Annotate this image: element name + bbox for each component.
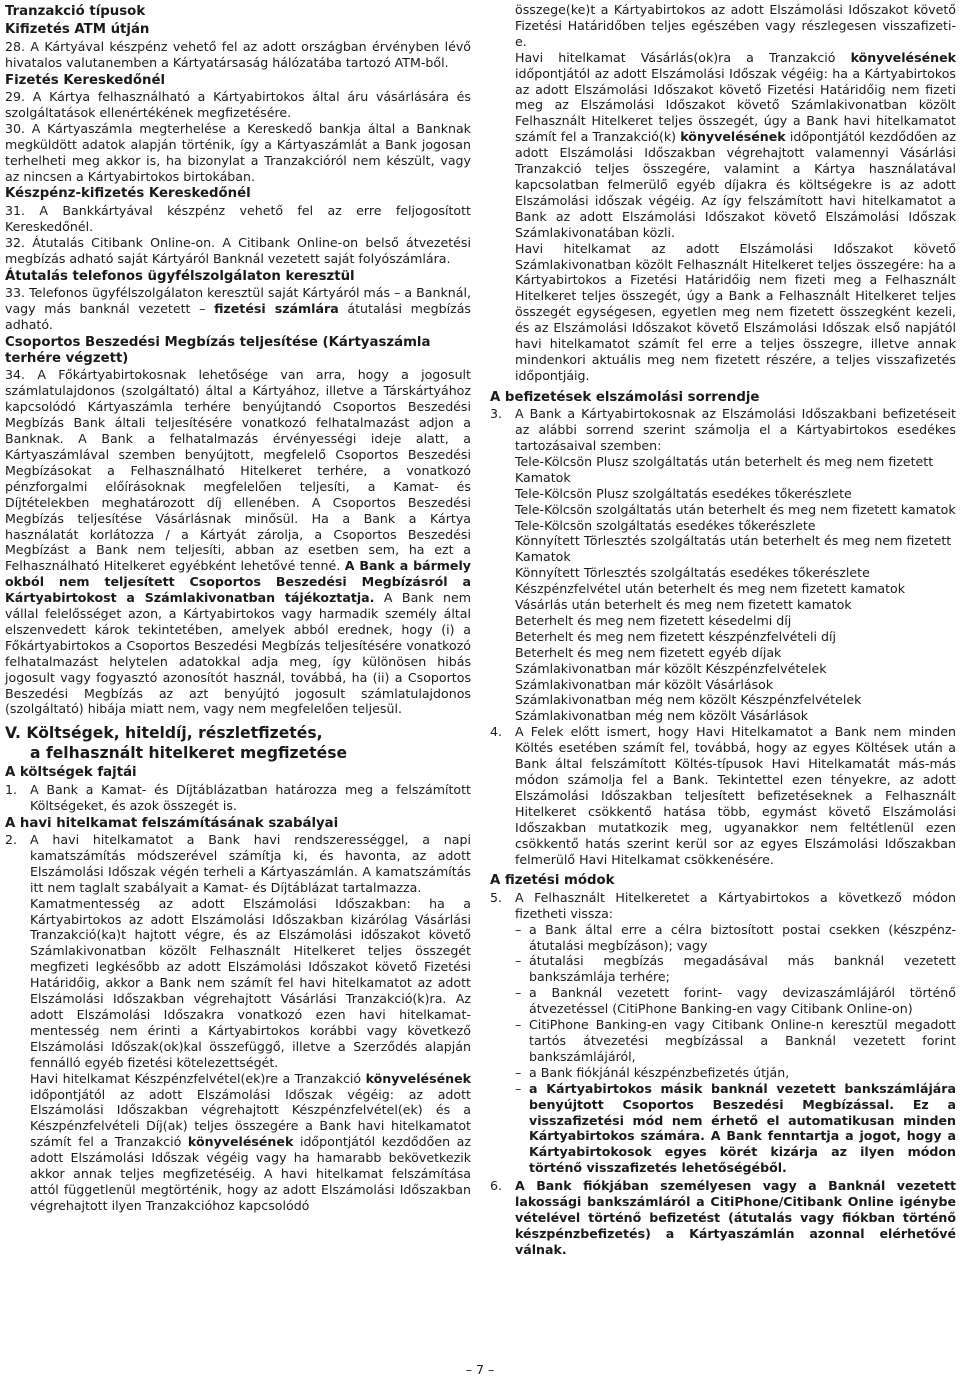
dash-marker: – — [515, 1017, 522, 1033]
para-text: időpontjától kezdődően az adott Elszámolási Időszak végéig vagy ha hamarabb bekövetkezik akkor annak teljes megfizetéséig. A havi hitelkamat felszámítása attól függetlenül megtörténik, hogy az adott Elszámolási Időszakban végrehajtott ilyen Tranzakcióhoz kapcsolódó — [30, 1134, 471, 1213]
subsection-heading: Csoportos Beszedési Megbízás teljesítése (Kártyaszámla terhére végzett) — [5, 334, 431, 367]
para-text: A Felek előtt ismert, hogy Havi Hitelkamatot a Bank nem minden Költés esetében számít fel, továbbá, hogy az egyes Költések után a Bank által felszámított Költés-típusok Havi Hitelkamatát más-más módon számolja fel a Bank. Tekintettel ezen tényekre, az adott Elszámolási Időszakban teljesített befizetéseknek a Felhasznált Hitelkeret csökkentő hatása több, egymást követő Elszámolási Időszakban mutatkozik meg, ugyanakkor nem feltétlenül ezen csökkentő hatás szerint kerül sor az egyes Elszámolási Időszakban felmerülő Havi Hitelkamat csökkenésére. — [515, 724, 956, 867]
para-number: 28. — [5, 38, 26, 54]
subsection-heading: A költségek fajtái — [5, 765, 137, 781]
para-bold: könyvelésének — [680, 129, 786, 145]
paragraph-28 — [5, 39, 471, 71]
paragraph-29 — [5, 89, 471, 121]
para-number: 4. — [490, 724, 503, 740]
para-number: 2. — [5, 832, 18, 847]
list-item: Tele-Kölcsön Plusz szolgáltatás esedékes tőkerészlete — [515, 485, 852, 501]
list-item-text: a Bank által erre a célra biztosított postai csekken (készpénz-átutalási megbízáson); vagy — [529, 921, 956, 953]
section-heading: Tranzakció típusok — [5, 4, 146, 19]
list-item: Számlakivonatban még nem közölt Vásárlások — [515, 708, 808, 724]
para-text: Havi hitelkamat Vásárlás(ok)ra a Tranzakció — [515, 49, 851, 65]
para-text: A Főkártyabirtokosnak lehetősége van arra, hogy a jogosult számlatulajdonos (szolgáltató) által a Kártyához, illetve a Társkártyához kapcsolódó Kártyaszámla terhére benyújtandó Csoportos Beszedési Megbízás Bank általi teljesítésére vonatkozó felhatalmazást adjon a Banknak. A Bank a felhatalmazás érvényességi ideje alatt, a Kártyaszámlával szemben benyújtott, megfelelő Csoportos Beszedési Megbízásokat a Felhasználható Hitelkeret terhére, a vonatkozó pénzforgalmi előírásoknak megfelelően teljesíti, a Kamat- és Díjtételekben meghatározott díj ellenében. A Csoportos Beszedési Megbízás teljesítése Vásárlásnak minősül. Ha a Bank a Kártya használatát korlátozza / a Kártyát zárolja, a Csoportos Beszedési Megbízást a Bank nem teljesíti, abban az esetben sem, ha ezt a Felhasználható Hitelkeret egyébként lehetővé tenné. — [5, 367, 471, 574]
subsection-heading: A havi hitelkamat felszámításának szabályai — [5, 815, 339, 831]
para-number: 33. — [5, 284, 26, 300]
list-item: Tele-Kölcsön Plusz szolgáltatás után beterhelt és meg nem fizetett Kamatok — [515, 453, 934, 485]
list-item: Beterhelt és meg nem fizetett készpénzfelvételi díj — [515, 628, 837, 644]
list-item — [490, 922, 956, 954]
left-column — [5, 2, 471, 1214]
para-text: időpontjától az adott Elszámolási Időszak végéig: ha a Kártyabirtokos az adott Elszámolási Időszakot követő Fizetési Határidőig nem fizeti meg az Elszámolási Időszakot követő Számlakivonatban közölt Felhasznált Hitelkeret teljes összegét, úgy a Bank havi hitelkamatot számít fel a Tranzakció(k) — [515, 65, 956, 145]
subsection-heading: A befizetések elszámolási sorrendje — [490, 389, 760, 405]
para-text: Átutalás Citibank Online-on. A Citibank Online-on belső átvezetési megbízás adható saját Kártyáról Banknál vezetett saját folyószámlára. — [5, 234, 471, 266]
dash-marker: – — [515, 1064, 522, 1080]
para-text: A havi hitelkamatot a Bank havi rendszerességgel, a napi kamatszámítás módszerével számítja ki, és havonta, az adott Elszámolási Időszak végén terheli a Kártyaszámlán. A kamatszámítás itt nem taglalt szabályait a Kamat- és Díjtáblázat tartalmazza. — [30, 832, 471, 895]
paragraph-5 — [490, 890, 956, 922]
para-text: Telefonos ügyfélszolgálaton keresztül saját Kártyáról más – a Banknál, vagy más banknál vezetett – — [5, 284, 471, 316]
paragraph-continued: összege(ke)t a Kártyabirtokos az adott Elszámolási Időszakot követő Fizetési Határidőben teljes egészében vagy részlegesen visszafizeti-e. — [515, 2, 956, 49]
list-item-text: a Banknál vezetett forint- vagy devizaszámlájáról történő átvezetéssel (CitiPhone Banking-en vagy Citibank Online-on) — [529, 985, 956, 1017]
subsection-heading: Kifizetés ATM útján — [5, 22, 150, 38]
dash-marker: – — [515, 985, 522, 1001]
list-item: Tele-Kölcsön szolgáltatás után beterhelt és meg nem fizetett kamatok — [515, 501, 956, 517]
page-number: – 7 – — [465, 1362, 495, 1377]
list-item: Számlakivonatban már közölt Készpénzfelvételek — [515, 660, 827, 676]
paragraph-30 — [5, 121, 471, 185]
para-text: A Bank a Kamat- és Díjtáblázatban határozza meg a felszámított Költségeket, és azok összegét is. — [30, 781, 471, 813]
paragraph-purchase-interest — [490, 50, 956, 241]
para-text: A Felhasznált Hitelkeretet a Kártyabirtokos a következő módon fizetheti vissza: — [515, 889, 956, 921]
paragraph-2b: Kamatmentesség az adott Elszámolási Időszakban: ha a Kártyabirtokos az adott Elszámolási Időszakban kizárólag Vásárlási Tranzakció(ka)t hajtott végre, és az Elszámolási időszakot követő Számlakivonatban közölt Felhasznált Hitelkeret teljes összegét megfizeti legkésőbb az adott Elszámolási Időszakot követő Fizetési Határidőig, akkor a Bank nem számít fel havi hitelkamatot az adott Elszámolási Időszakban végrehajtott Vásárlási Tranzakció(k)ra. Az adott Elszámolási Időszakra vonatkozó ezen havi hitelkamat-mentesség nem érinti a Kártyabirtokos korábbi vagy következő Elszámolási Időszak(ok)kal összefüggő, illetve a Szerződés alapján fennálló egyéb fizetési kötelezettségét. — [30, 895, 471, 1070]
paragraph-4 — [490, 724, 956, 867]
para-number: 6. — [490, 1178, 503, 1194]
para-number: 30. — [5, 120, 26, 136]
list-item — [490, 1017, 956, 1065]
list-item-text: a Bank fiókjánál készpénzbefizetés útján, — [529, 1064, 790, 1080]
para-text: A Kártyával készpénz vehető fel az adott országban érvényben lévő hivatalos valutanemben a Kártyatársaság hálózatába tartozó ATM-ből. — [5, 38, 471, 70]
para-text: átutalási megbízás adható. — [5, 300, 471, 332]
dash-marker: – — [515, 953, 522, 969]
paragraph-total-interest: Havi hitelkamat az adott Elszámolási Időszakot követő Számlakivonatban közölt Felhasznált Hitelkeret teljes összegére: ha a Kártyabirtokos a Fizetési Határidőig nem fizeti meg a Felhasznált Hitelkeret teljes összegét, úgy a Bank a Felhasznált Hitelkeret teljes összegét egységesen, egyetlen meg nem fizetett összegként kezeli, és az Elszámolási Időszakot követő Elszámolási Időszak első napjától havi hitelkamatot számít fel erre a teljes összegre, illetve annak mindenkori aktuális meg nem fizetett részére, a teljes visszafizetés időpontjáig. — [515, 240, 956, 383]
list-item: Könnyített Törlesztés szolgáltatás után beterhelt és meg nem fizetett Kamatok — [515, 533, 952, 565]
para-text: A Bank fiókjában személyesen vagy a Banknál vezetett lakossági bankszámláról a CitiPhone/Citibank Online igénybe vételével történő befizetést (átutalás vagy fiókban történő készpénzbefizetés) a Kártyaszámlán azonnal elérhetővé válnak. — [515, 1178, 956, 1257]
para-text: időpontjától kezdődően az adott Elszámolási Időszakban végrehajtott valamennyi Vásárlási Tranzakció teljes összegére, valamint a Kártya használatával kapcsolatban felmerülő egyéb díjakra és költségekre is az adott Elszámolási időszak végéig. Az így felszámított havi hitelkamatot a Bank az adott Elszámolási Időszakot követő Elszámolási Időszak Számlakivonatában közli. — [515, 129, 957, 240]
para-number: 29. — [5, 89, 26, 105]
list-item-text: CitiPhone Banking-en vagy Citibank Online-n keresztül megadott tartós átvezetési megbízással a Banknál vezetett forint bankszámlájáról, — [529, 1017, 956, 1064]
paragraph-32 — [5, 235, 471, 267]
para-bold: A Bank a bármely okból nem teljesített Csoportos Beszedési Megbízásról a Kártyabirtokost a Számlakivonatban tájékoztatja. — [5, 558, 471, 606]
list-item — [490, 985, 956, 1017]
list-item: Számlakivonatban még nem közölt Készpénzfelvételek — [515, 692, 862, 708]
list-item: Számlakivonatban már közölt Vásárlások — [515, 676, 774, 692]
chapter-heading-line: a felhasznált hitelkeret megfizetése — [30, 744, 348, 763]
settlement-order-list — [490, 454, 956, 724]
para-number: 5. — [490, 889, 503, 905]
para-number: 34. — [5, 367, 26, 383]
subsection-heading: A fizetési módok — [490, 873, 615, 889]
para-bold: könyvelésének — [365, 1070, 471, 1086]
chapter-heading — [5, 723, 471, 763]
dash-marker: – — [515, 1080, 522, 1096]
list-item-text: a Kártyabirtokos másik banknál vezetett bankszámlájára benyújtott Csoportos Beszedési Megbízással. Ez a visszafizetési mód nem érhető el automatikusan minden Kártyabirtokos számára. A Bank fenntartja a jogot, hogy a Kártyabirtokosok egyes körét kizárja az ilyen módon történő visszafizetés lehetőségéből. — [529, 1080, 956, 1176]
paragraph-2c — [5, 1071, 471, 1214]
para-bold: könyvelésének — [850, 49, 956, 65]
list-item: Készpénzfelvétel után beterhelt és meg nem fizetett kamatok — [515, 581, 906, 597]
para-number: 3. — [490, 406, 503, 422]
paragraph-31 — [5, 203, 471, 235]
para-text: Havi hitelkamat Készpénzfelvétel(ek)re a Tranzakció — [30, 1070, 366, 1086]
list-item — [490, 1081, 956, 1176]
list-item — [490, 953, 956, 985]
subsection-heading: Készpénz-kifizetés Kereskedőnél — [5, 186, 251, 202]
para-bold: könyvelésének — [187, 1134, 294, 1150]
para-text: A Bank nem vállal felelősséget azon, a Kártyabirtokos vagy harmadik személy által elszenvedett károk tekintetében, amelyek abból erednek, hogy (i) a Főkártyabirtokos a Csoportos Beszedési Megbízás teljesítésére vonatkozó felhatalmazást helytelen adatokkal adja meg, így különösen hibás jogosult vagy fogyasztó azonosítót használ, továbbá, ha (ii) a Csoportos Beszedési Megbízás az azt benyújtó jogosult számlatulajdonos (szolgáltató) hibája miatt nem, vagy nem megfelelően teljesül. — [5, 590, 471, 717]
para-bold: fizetési számlára — [214, 300, 339, 316]
para-text: A Kártyaszámla megterhelése a Kereskedő bankja által a Banknak megküldött adatok alapján történik, így a Kártyaszámlát a Bank jogosan terhelheti meg akkor is, ha bizonylat a Tranzakcióról nem készült, vagy az nincsen a Kártyabirtokos birtokában. — [5, 120, 471, 184]
paragraph-33 — [5, 285, 471, 333]
list-item: Beterhelt és meg nem fizetett egyéb díjak — [515, 644, 782, 660]
paragraph-34 — [5, 367, 471, 717]
paragraph-1 — [5, 782, 471, 814]
para-text: A Bank a Kártyabirtokosnak az Elszámolási Időszakbani befizetéseit az alábbi sorrend szerint számolja el a Kártyabirtokos esedékes tartozásaival szemben: — [515, 406, 956, 453]
list-item: Vásárlás után beterhelt és meg nem fizetett kamatok — [515, 597, 852, 613]
list-item: Tele-Kölcsön szolgáltatás esedékes tőkerészlete — [515, 517, 816, 533]
para-number: 1. — [5, 781, 18, 797]
para-text: A Kártya felhasználható a Kártyabirtokos által áru vásárlására és szolgáltatások ellenértékének megfizetésére. — [5, 89, 471, 120]
paragraph-3 — [490, 406, 956, 454]
list-item — [490, 1065, 956, 1081]
para-number: 32. — [5, 234, 26, 250]
para-text: időpontjától az adott Elszámolási Időszak végéig: az adott Elszámolási Időszakban végrehajtott Készpénzfelvétel(ek) és a Készpénzfelvételi Díj(ak) teljes összegére a Bank havi hitelkamatot számít fel a Tranzakció — [30, 1086, 471, 1150]
para-text: A Bankkártyával készpénz vehető fel az erre feljogosított Kereskedőnél. — [5, 202, 471, 234]
list-item: Könnyített Törlesztés szolgáltatás esedékes tőkerészlete — [515, 565, 870, 581]
dash-marker: – — [515, 921, 522, 937]
subsection-heading: Átutalás telefonos ügyfélszolgálaton keresztül — [5, 268, 355, 284]
para-number: 31. — [5, 202, 26, 218]
list-item: Beterhelt és meg nem fizetett késedelmi díj — [515, 612, 792, 628]
right-column — [490, 2, 956, 1258]
paragraph-2 — [5, 832, 471, 896]
chapter-heading-line: V. Költségek, hiteldíj, részletfizetés, — [5, 724, 323, 743]
subsection-heading: Fizetés Kereskedőnél — [5, 72, 166, 88]
paragraph-6 — [490, 1178, 956, 1258]
list-item-text: átutalási megbízás megadásával más banknál vezetett bankszámlája terhére; — [529, 953, 956, 985]
